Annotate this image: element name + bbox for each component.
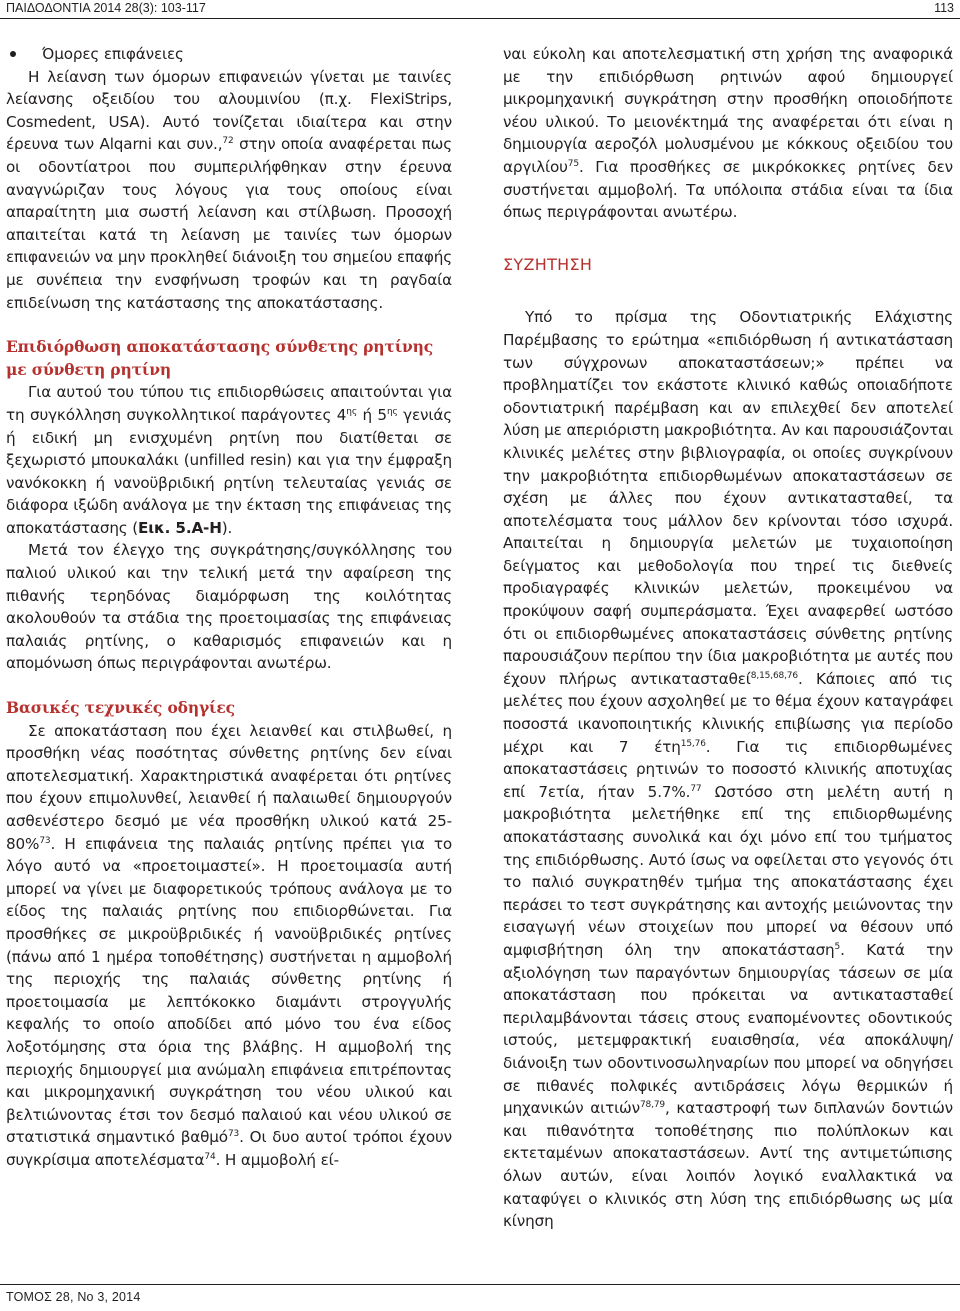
- journal-citation: ΠΑΙΔΟΔΟΝΤΙΑ 2014 28(3): 103-117: [6, 1, 206, 15]
- ordinal-suffix: ης: [386, 406, 398, 417]
- citation: 77: [690, 783, 702, 794]
- bullet-section: [6, 43, 452, 314]
- left-column: [6, 43, 452, 1172]
- running-header: [0, 0, 960, 16]
- citation: 8,15,68,76: [750, 670, 798, 681]
- citation: 78,79: [639, 1100, 665, 1111]
- section-heading-repair: Επιδιόρθωση αποκατάστασης σύνθετης ρητίνης με σύνθετη ρητίνη: [6, 337, 434, 379]
- spacer: [503, 276, 953, 306]
- citation: 15,76: [680, 738, 706, 749]
- paragraph: Υπό το πρίσμα της Οδοντιατρικής Ελάχιστης Παρέμβασης το ερώτημα «επιδιόρθωση ή αντικατάσταση των σύγχρονων αποκαταστάσεων;» πρέπει να προβληματίζει τον εκάστοτε κλινικό καθώς οποιαδήποτε οδοντιατρική παρέμβαση και αν επιλεχθεί δεν αποτελεί λύση με απεριόριστη μακροβιότητα. Αν και παρουσιάζονται κλινικές μελέτες στην βιβλιογραφία, οι οποίες συγκρίνουν την μακροβιότητα επιδιορθωμένων αποκαταστάσεων σε σχέση με άλλες που έχουν αντικατασταθεί, τα αποτελέσματα τους μάλλον δεν κρίνονται τόσο ισχυρά. Απαιτείται η δημιουργία μελετών με τυχαιοποίηση δείγματος και μεθοδολογία που τηρεί τις διεθνείς προδιαγραφές κλινικών μελετών, προκειμένου να προκύψουν σαφή συμπεράσματα. Έχει αναφερθεί ωστόσο ότι οι επιδιορθωμένες αποκαταστάσεις σύνθετης ρητίνης παρουσιάζουν περίπου την ίδια μακροβιότητα με αυτές που έχουν πλήρως αντικατασταθεί$^{8,15,68,76}$. Κάποιες από τις μελέτες που έχουν ασχοληθεί με το θέμα έχουν καταγράφει ποσοστά ικανοποιητικής κλινικής επιβίωσης για περίοδο μέχρι και 7 έτη$^{15,76}$. Για τις επιδιορθωμένες αποκαταστάσεις ρητινών το ποσοστό κλινικής αποτυχίας επί 7ετία, ήταν 5.7%.$^{77}$ Ωστόσο στη μελέτη αυτή η μακροβιότητα μελετήθηκε επί της επιδιορθωμένης αποκατάστασης συνολικά και όχι μόνο επί του τμήματος της επιδιόρθωσης. Αυτό ίσως να οφείλεται στο γεγονός ότι το παλιό συγκρατηθέν τμήμα της αποκατάστασης έχει περάσει το τεστ συγκράτησης και αντοχής μειώνοντας την εισαγωγή νέων στοιχείων που μπορεί να θέσουν υπό αμφισβήτηση όλη την αποκατάσταση$^5$. Κατά την αξιολόγηση των παραγόντων δημιουργίας τάσεων σε μία αποκατάσταση που πρόκειται να αντικατασταθεί περιλαμβάνονται τάσεις στους εναπομένοντες οδοντικούς ιστούς, μετεμφρακτική ευαισθησία, νέα αποκάλυψη/διάνοιξη των οδοντινοσωληναρίων που μπορεί να οδηγήσει σε πιθανές πολφικές αντιδράσεις λόγω θερμικών ή μηχανικών αιτιών$^{78,79}$, καταστροφή των διπλανών δοντιών και πιθανότητα τοποθέτησης πιο πολύπλοκων και εκτεταμένων αποκαταστάσεων. Αντί της αντιμετώπισης όλων αυτών, είναι λοιπόν λογικό εναλλακτικά να καταφύγει ο κλινικός στη λύση της επιδιόρθωσης ως μία κίνηση: [503, 308, 954, 1231]
- citation: 74: [204, 1151, 216, 1162]
- page-number: 113: [934, 1, 954, 15]
- paragraph: Για αυτού του τύπου τις επιδιορθώσεις απαιτούνται για τη συγκόλληση συγκολλητικοί παράγοντες $4^{\eta\varsigma}$ ή $5^{\eta\varsigma}$ γενιάς ή ειδική μη ενισχυμένη ρητίνη που διατίθεται σε ξεχωριστό μπουκαλάκι (unfilled resin) και για την έμφραξη νανόκοκκη ή νανοϋβριδική ρητίνη τελευταίας γενιάς σε διάφορα ιξώδη ανάλογα με την έκταση της επιφάνειας της αποκατάστασης (Εικ. 5.Α-Η).: [6, 383, 452, 537]
- ordinal-suffix: ης: [346, 406, 357, 417]
- citation: 73: [227, 1129, 240, 1140]
- citation: 72: [222, 136, 234, 147]
- paragraph: Μετά τον έλεγχο της συγκράτησης/συγκόλλησης του παλιού υλικού και την τελική μετά την αφαίρεση της πιθανής τερηδόνας διαμόρφωση της κοιλότητας ακολουθούν τα στάδια της προετοιμασίας της επιφάνειας παλαιάς ρητίνης, ο καθαρισμός επιφανειών και η απομόνωση όπως περιγράφονται ανωτέρω.: [6, 541, 452, 673]
- figure-reference: Εικ. 5.Α-Η: [138, 518, 222, 537]
- footer-issue: ΤΟΜΟΣ 28, Νο 3, 2014: [6, 1290, 141, 1304]
- right-column: [503, 43, 953, 1233]
- bullet-heading: Όμορες επιφάνειες: [6, 43, 452, 66]
- bullet-paragraph: Η λείανση των όμορων επιφανειών γίνεται με ταινίες λείανσης οξειδίου του αλουμινίου (π.χ. FlexiStrips, Cosmedent, USA). Αυτό τονίζεται ιδιαίτερα και στην έρευνα των Alqarni και συν.,$^{72}$ στην οποία αναφέρεται πως οι οδοντίατροι που συμπεριλήφθηκαν στην έρευνα αναγνώριζαν τους λόγους για τους οποίους είναι απαραίτητη μια σωστή λείανση και στίλβωση. Προσοχή απαιτείται κατά τη λείανση με ταινίες των όμορων επιφανειών να μην προκληθεί διάνοιξη του σημείου επαφής με συνέπεια την ενσφήνωση τροφών και τη ραγδαία επιδείνωση της κατάστασης της αποκατάστασης.: [6, 67, 452, 312]
- section-heading-discussion: ΣΥΖΗΤΗΣΗ: [503, 254, 593, 274]
- section-heading-guidelines: Βασικές τεχνικές οδηγίες: [6, 698, 235, 718]
- paragraph: ναι εύκολη και αποτελεσματική στη χρήση της αναφορικά με την επιδιόρθωση ρητινών αφού δημιουργεί μικρομηχανική συγκράτηση στην προσθήκη οποιοδήποτε νέου υλικού. Το μειονέκτημά της αναφέρεται ότι είναι η δημιουργία αεροζόλ μολυσμένου με κόκκους οξειδίου του αργιλίου$^{75}$. Για προσθήκες σε μικρόκοκκες ρητίνες δεν συστήνεται αμμοβολή. Τα υπόλοιπα στάδια είναι τα ίδια όπως περιγράφονται ανωτέρω.: [503, 45, 953, 222]
- paragraph: Σε αποκατάσταση που έχει λειανθεί και στιλβωθεί, η προσθήκη νέας ποσότητας σύνθετης ρητίνης δεν είναι αποτελεσματική. Χαρακτηριστικά αναφέρεται ότι ρητίνες που έχουν επιμολυνθεί, λειανθεί ή παλαιωθεί δημιουργούν ασθενέστερο δεσμό με νέα προσθήκη υλικού κατά 25-80%$^{73}$. Η επιφάνεια της παλαιάς ρητίνης πρέπει για το λόγο αυτό να «προετοιμαστεί». Η προετοιμασία αυτή μπορεί να γίνει με διαφορετικούς τρόπους ανάλογα με το είδος της παλαιάς ρητίνης που επιδιορθώνεται. Για προσθήκες σε μικροϋβριδικές ή νανοϋβριδικές ρητίνες (πάνω από 1 ημέρα τοποθέτησης) συστήνεται η αμμοβολή της περιοχής της παλαιάς σύνθετης ρητίνης ή προετοιμασία με λεπτόκοκκο διαμάντι στρογγυλής κεφαλής το οποίο αποδίδει από μόνο του ένα είδος λοξοτόμησης στα όρια της βλάβης. Η αμμοβολή της περιοχής δημιουργεί μια ανώμαλη επιφάνεια επιτρέποντας και μικρομηχανική συγκράτηση του νέου υλικού και βελτιώνοντας έτσι τον δεσμό παλαιού και νέου υλικού σε στατιστικά σημαντικό βαθμό$^{73}$. Οι δυο αυτοί τρόποι έχουν συγκρίσιμα αποτελέσματα$^{74}$. Η αμμοβολή εί-: [6, 721, 452, 1169]
- bullet-dot-icon: [10, 51, 16, 57]
- header-rule: [0, 18, 960, 19]
- footer-rule: [0, 1284, 960, 1285]
- spacer: [503, 224, 953, 254]
- spacer: [6, 675, 452, 697]
- citation: 75: [567, 158, 579, 169]
- citation: 73: [39, 835, 51, 846]
- citation: 5: [834, 941, 841, 952]
- spacer: [6, 314, 452, 336]
